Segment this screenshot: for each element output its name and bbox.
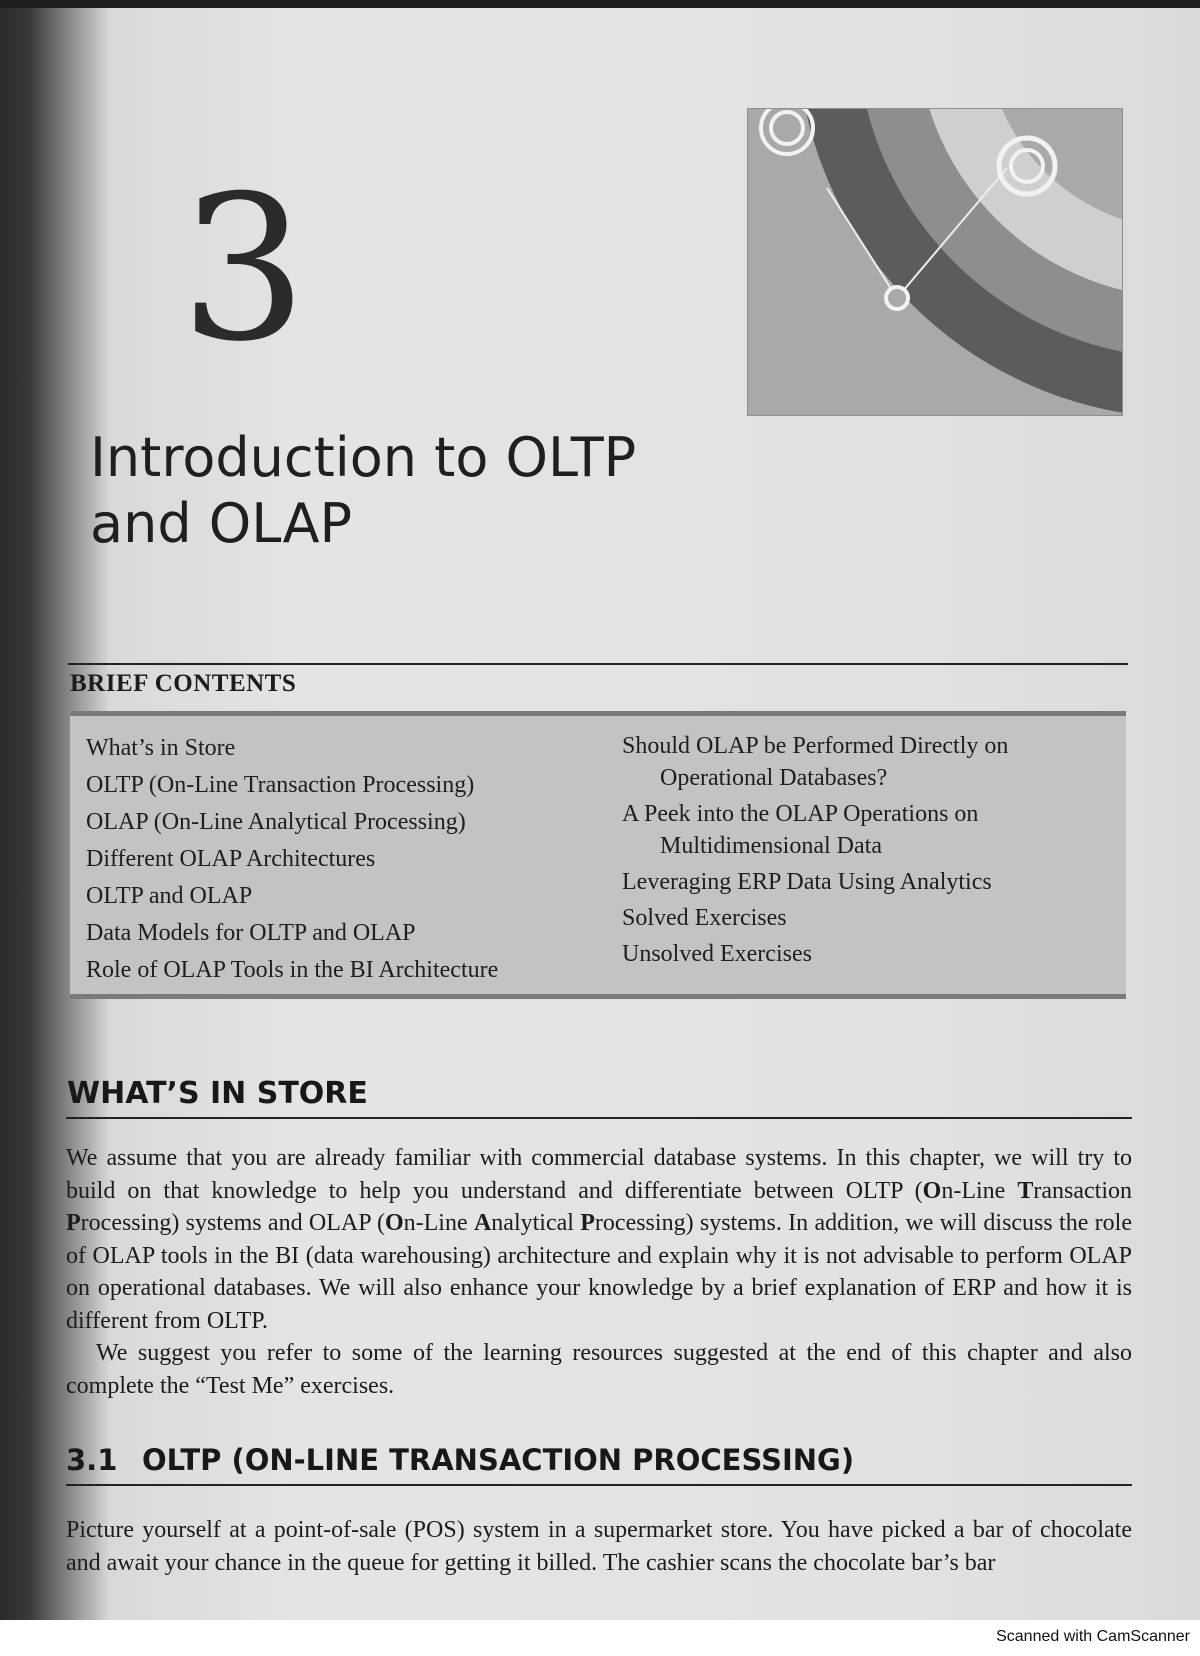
- bold-letter: O: [384, 1210, 404, 1236]
- text-run: rocessing) systems and OLAP (: [80, 1210, 385, 1236]
- brief-contents-item: [622, 730, 1102, 794]
- section-title: OLTP (ON-LINE TRANSACTION PROCESSING): [142, 1443, 855, 1477]
- brief-contents-right-list: [622, 730, 1102, 974]
- brief-contents-item: What’s in Store: [86, 735, 236, 761]
- chapter-decoration-art: [747, 108, 1123, 416]
- brief-contents-item: OLAP (On-Line Analytical Processing): [86, 809, 466, 835]
- section-3-1-rule: [66, 1484, 1132, 1486]
- brief-contents-item-line: Leveraging ERP Data Using Analytics: [622, 869, 992, 895]
- brief-contents-item: [622, 938, 1102, 970]
- chapter-number: 3: [180, 153, 308, 386]
- brief-contents-item-line: Solved Exercises: [622, 905, 787, 931]
- chapter-title: [90, 425, 730, 557]
- scan-top-edge: [0, 0, 1200, 8]
- chapter-title-line-1: Introduction to OLTP: [90, 426, 637, 489]
- bold-letter: O: [922, 1177, 942, 1204]
- whats-in-store-heading: WHAT’S IN STORE: [67, 1076, 368, 1111]
- whats-in-store-paragraph-2: We suggest you refer to some of the learning resources suggested at the end of this chapter and also complete the “Test Me” exercises.: [66, 1340, 1132, 1399]
- section-number: 3.1: [66, 1443, 118, 1477]
- brief-contents-item: Role of OLAP Tools in the BI Architecture: [86, 957, 499, 983]
- brief-contents-item-line: Should OLAP be Performed Directly on: [622, 733, 1009, 759]
- text-run: nalytical: [491, 1210, 581, 1236]
- brief-contents-item-continuation: Multidimensional Data: [660, 833, 882, 859]
- scanner-watermark-label: Scanned with CamScanner: [996, 1628, 1190, 1645]
- brief-contents-item: Data Models for OLTP and OLAP: [86, 920, 416, 946]
- brief-contents-item: OLTP (On-Line Transaction Processing): [86, 772, 475, 798]
- whats-in-store-rule: [66, 1117, 1132, 1119]
- brief-contents-item-continuation: Operational Databases?: [660, 765, 888, 791]
- text-run: rocessing) systems. In addition, we will discuss the role of OLAP tools in the BI (data warehousing) architecture and explain why it is not advisable to perform OLAP on operational databases. We will also enhance your knowledge by a brief explanation of ERP and how it is different from OLTP.: [66, 1210, 1132, 1334]
- brief-contents-item: [622, 866, 1102, 898]
- text-run: ransaction: [1033, 1177, 1132, 1204]
- text-run: We assume that you are already familiar with commercial database systems. In this chapter, we will try to build on that knowledge to help you understand and differentiate between OLTP (: [66, 1145, 1132, 1204]
- whats-in-store-paragraph-1: [66, 1142, 1132, 1337]
- brief-contents-left-list: [86, 730, 498, 989]
- chapter-title-line-2: and OLAP: [90, 492, 353, 555]
- brief-contents-item-line: Unsolved Exercises: [622, 941, 812, 967]
- brief-contents-box: [70, 711, 1126, 999]
- brief-contents-item-line: A Peek into the OLAP Operations on: [622, 801, 979, 827]
- bold-letter: P: [66, 1210, 81, 1236]
- text-run: n-Line: [941, 1177, 1018, 1204]
- brief-contents-item: Different OLAP Architectures: [86, 846, 376, 872]
- brief-contents-rule: [68, 663, 1128, 665]
- bold-letter: P: [580, 1210, 595, 1236]
- brief-contents-item: [622, 798, 1102, 862]
- brief-contents-item: [622, 902, 1102, 934]
- decorative-arcs-graphic: [747, 108, 1123, 416]
- bold-letter: T: [1017, 1177, 1034, 1204]
- brief-contents-heading: BRIEF CONTENTS: [70, 670, 297, 697]
- section-3-1-paragraph: Picture yourself at a point-of-sale (POS) system in a supermarket store. You have picked a bar of chocolate and await your chance in the queue for getting it billed. The cashier scans the chocolate bar’s bar: [66, 1517, 1132, 1576]
- section-3-1-heading: [66, 1443, 854, 1477]
- text-run: n-Line: [403, 1210, 474, 1236]
- brief-contents-item: OLTP and OLAP: [86, 883, 253, 909]
- bold-letter: A: [473, 1210, 492, 1236]
